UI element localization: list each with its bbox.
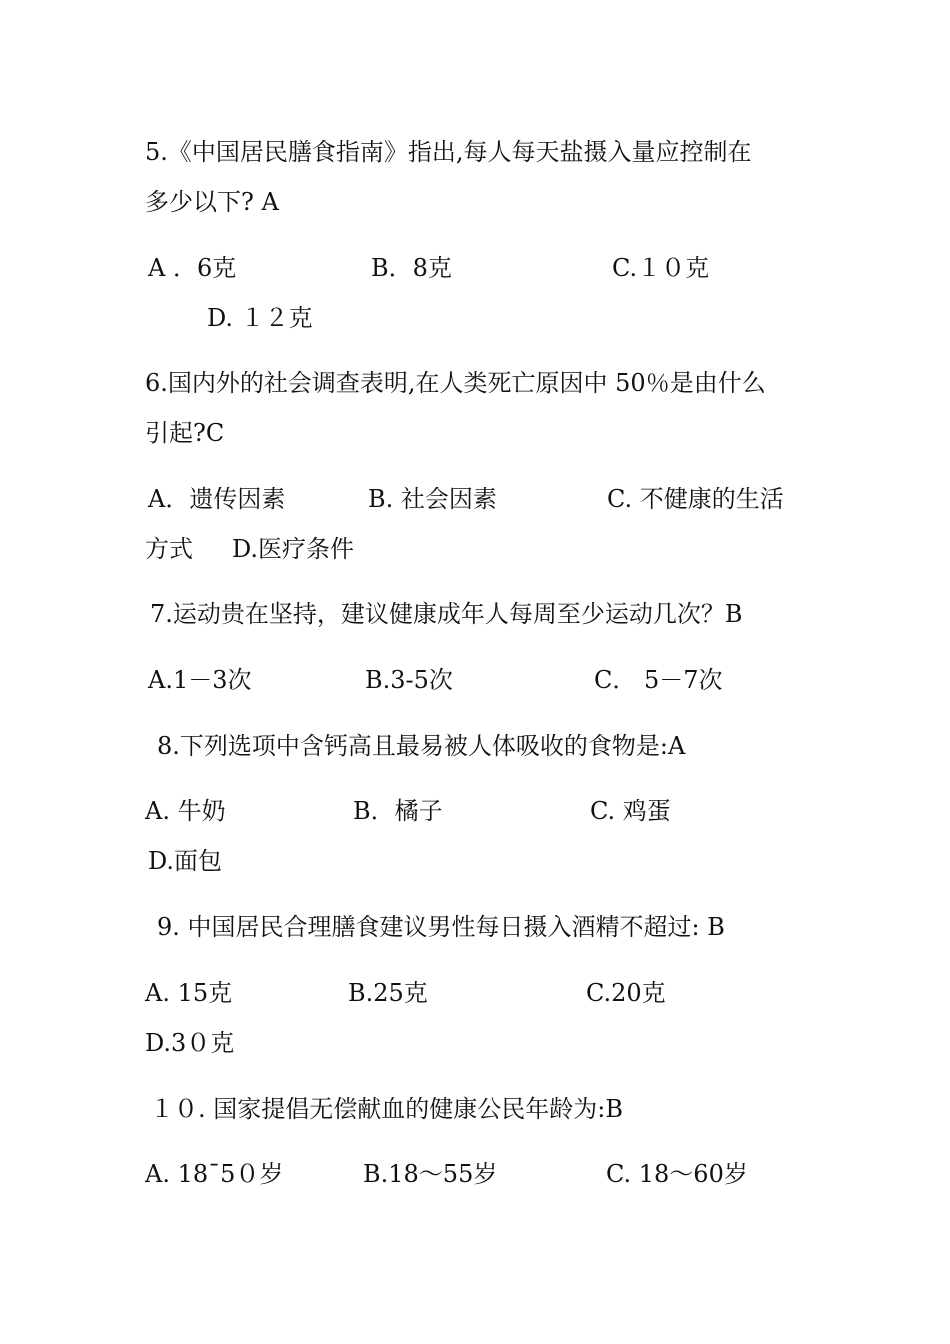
question-9-option-b: B.25克 — [348, 979, 428, 1007]
question-5-option-a: A ．6克 — [148, 254, 237, 282]
question-10-text: １０. 国家提倡无偿献血的健康公民年龄为:B — [150, 1095, 623, 1123]
question-6-option-c: C. 不健康的生活 — [607, 485, 784, 513]
question-8-option-b: B．橘子 — [353, 797, 443, 825]
question-5-text-cont: 多少以下? A — [145, 188, 279, 216]
question-8-option-d: D.面包 — [148, 847, 223, 875]
question-5-option-b: B．8克 — [371, 254, 452, 282]
question-8-option-a: A. 牛奶 — [145, 797, 226, 825]
question-7-text: 7.运动贵在坚持，建议健康成年人每周至少运动几次？B — [150, 600, 743, 628]
question-9-option-d: D.3０克 — [145, 1029, 235, 1057]
question-5-text: 5.《中国居民膳食指南》指出,每人每天盐摄入量应控制在 — [145, 138, 752, 166]
question-7-option-c: C． 5－7次 — [594, 666, 723, 694]
question-6-option-a: A．遗传因素 — [148, 485, 286, 513]
question-6-option-c-cont: 方式 — [145, 535, 193, 563]
question-6-text-cont: 引起?C — [145, 419, 225, 447]
question-9-option-c: C.20克 — [586, 979, 666, 1007]
question-8-option-c: C. 鸡蛋 — [590, 797, 671, 825]
question-7-option-a: A.1－3次 — [148, 666, 252, 694]
question-6-option-d: D.医疗条件 — [232, 535, 355, 563]
question-9-option-a: A. 15克 — [145, 979, 233, 1007]
question-5-option-c: C.１０克 — [612, 254, 710, 282]
question-10-option-b: B.18～55岁 — [363, 1160, 498, 1188]
question-6-text: 6.国内外的社会调查表明,在人类死亡原因中 50％是由什么 — [145, 369, 766, 397]
question-5-option-d: D. １２克 — [207, 304, 313, 332]
question-8-text: 8.下列选项中含钙高且最易被人体吸收的食物是:A — [157, 732, 686, 760]
question-7-option-b: B.3-5次 — [365, 666, 453, 694]
question-6-option-b: B. 社会因素 — [368, 485, 497, 513]
question-10-option-a: A. 18¯5０岁 — [145, 1160, 284, 1188]
question-10-option-c: C. 18～60岁 — [606, 1160, 748, 1188]
question-9-text: 9. 中国居民合理膳食建议男性每日摄入酒精不超过: B — [157, 913, 725, 941]
